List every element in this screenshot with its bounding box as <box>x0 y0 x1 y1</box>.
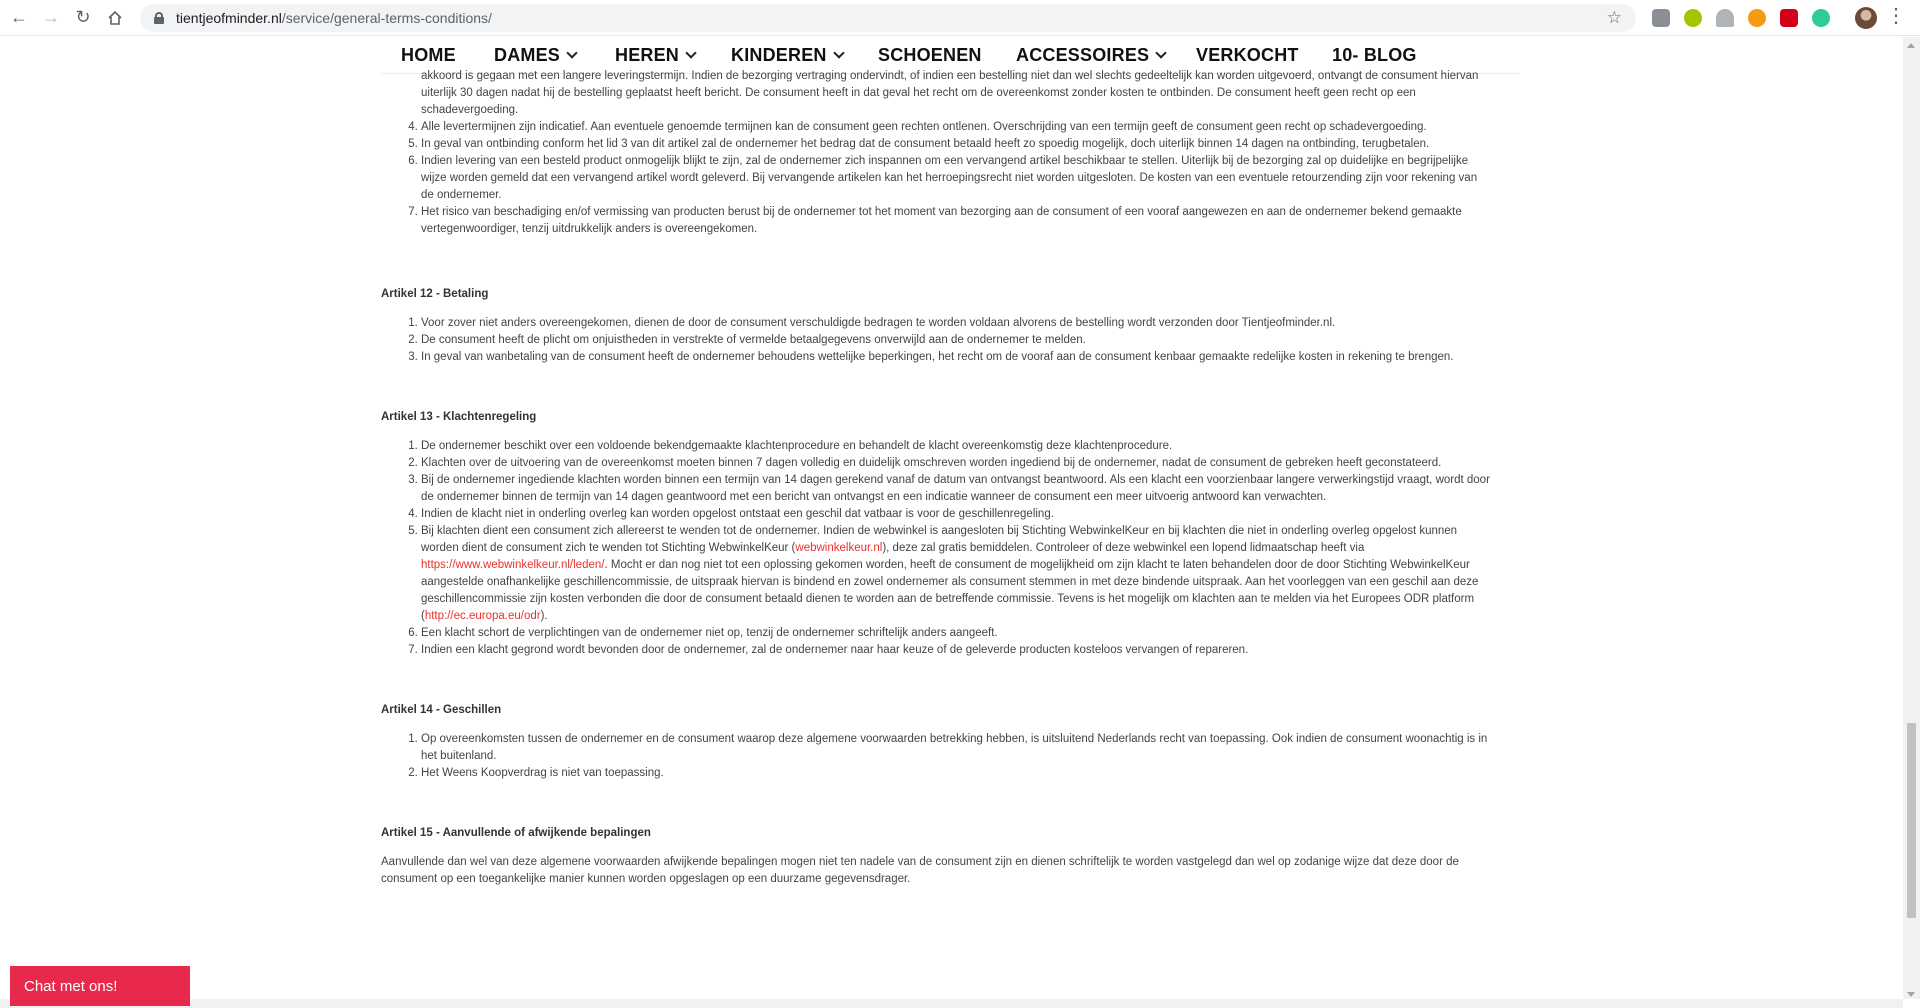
article-15-title: Artikel 15 - Aanvullende of afwijkende bepalingen <box>381 827 651 839</box>
chevron-down-icon <box>1156 47 1167 58</box>
list-item: 2. Het Weens Koopverdrag is niet van toepassing. <box>421 765 1493 782</box>
scroll-up-icon[interactable] <box>1907 43 1915 48</box>
list-item: 1. De ondernemer beschikt over een voldoende bekendgemaakte klachtenprocedure en behandelt de klacht overeenkomstig deze klachtenprocedure. <box>421 438 1493 455</box>
list-item: 2. De consument heeft de plicht om onjuistheden in verstrekte of vermelde betaalgegevens onverwijld aan de ondernemer te melden. <box>421 332 1493 349</box>
list-item: 1. Op overeenkomsten tussen de ondernemer en de consument waarop deze algemene voorwaarden betrekking hebben, is uitsluitend Nederlands recht van toepassing. Ook indien de consument woonachtig is in het buitenland. <box>421 731 1493 765</box>
terms-content <box>381 68 1493 888</box>
nav-item-label: KINDEREN <box>731 44 827 65</box>
nav-item-schoenen[interactable] <box>878 45 982 66</box>
list-item-text: ). <box>540 610 548 622</box>
chat-button[interactable] <box>10 966 190 1006</box>
article-13-title: Artikel 13 - Klachtenregeling <box>381 411 537 423</box>
url-path: /service/general-terms-conditions/ <box>281 10 492 26</box>
scrollbar-thumb[interactable] <box>1907 723 1916 918</box>
nav-item-home[interactable] <box>401 45 456 66</box>
nav-item-label: ACCESSOIRES <box>1016 44 1150 65</box>
list-item: 1. Voor zover niet anders overeengekomen, dienen de door de consument verschuldigde bedragen te worden voldaan alvorens de bestelling wordt verzonden door Tientjeofminder.nl. <box>421 315 1493 332</box>
list-item <box>421 523 1493 625</box>
list-item-text: Bij klachten dient een consument zich allereerst te wenden tot de ondernemer. Indien de webwinkel is aangesloten bij Stichting WebwinkelKeur en bij klachten die niet in onderling overleg opgelost kunnen worden dient de consument zich te wenden tot Stichting WebwinkelKeur ( <box>421 525 1458 554</box>
extension-icon[interactable] <box>1652 9 1670 27</box>
odr-platform-link[interactable]: http://ec.europa.eu/odr <box>424 610 541 622</box>
nav-item-heren[interactable] <box>615 45 695 66</box>
back-arrow-icon[interactable]: ← <box>10 7 28 27</box>
article-11-list <box>381 68 1493 119</box>
reload-icon[interactable]: ↻ <box>75 7 91 27</box>
nav-item-kinderen[interactable] <box>731 45 843 66</box>
nav-item-accessoires[interactable] <box>1016 45 1165 66</box>
article-14-list <box>381 731 1493 782</box>
bookmark-star-icon[interactable]: ☆ <box>1606 8 1622 27</box>
webwinkelkeur-link[interactable]: webwinkelkeur.nl <box>795 542 883 554</box>
chat-button-label: Chat met ons! <box>24 977 118 995</box>
list-item: 7. Indien een klacht gegrond wordt bevonden door de ondernemer, zal de ondernemer naar haar keuze of de geleverde producten kosteloos vervangen of repareren. <box>421 642 1493 659</box>
article-12-title: Artikel 12 - Betaling <box>381 288 489 300</box>
extension-icon[interactable] <box>1684 9 1702 27</box>
lock-icon <box>154 12 164 24</box>
menu-kebab-icon[interactable]: ⋮ <box>1886 5 1906 27</box>
extension-icon[interactable] <box>1748 9 1766 27</box>
chevron-down-icon <box>833 47 844 58</box>
list-item-text: . Mocht er dan nog niet tot een oplossing gekomen worden, heeft de consument de mogelijkheid om zijn klacht te laten behandelen door de door Stichting WebwinkelKeur aangestelde onafhankelijke geschillencommissie, de uitspraak hiervan is bindend en zowel ondernemer als consument stemmen in met deze bindende uitspraak. Aan het voorleggen van een geschil aan deze geschillencommissie zijn kosten verbonden die door de consument betaald dienen te worden aan de betreffende commissie. Tevens is het mogelijk om klachten aan te melden via het Europees ODR platform ( <box>421 559 1479 622</box>
list-item-text: ), deze zal gratis bemiddelen. Controleer of deze webwinkel een lopend lidmaatschap heeft via <box>882 542 1365 554</box>
list-item: 6. Een klacht schort de verplichtingen van de ondernemer niet op, tenzij de ondernemer schriftelijk anders aangeeft. <box>421 625 1493 642</box>
list-item: 3. In geval van wanbetaling van de consument heeft de ondernemer behoudens wettelijke beperkingen, het recht om de vooraf aan de consument kenbaar gemaakte redelijke kosten in rekening te brengen. <box>421 349 1493 366</box>
article-12-list <box>381 315 1493 366</box>
nav-item-label: VERKOCHT <box>1196 44 1299 65</box>
nav-item-label: HOME <box>401 44 456 65</box>
scroll-down-icon[interactable] <box>1907 992 1915 997</box>
avatar[interactable] <box>1855 7 1877 29</box>
article-11-list <box>381 119 1493 238</box>
browser-toolbar <box>0 0 1920 36</box>
nav-item-label: HEREN <box>615 44 680 65</box>
article-15-text: Aanvullende dan wel van deze algemene voorwaarden afwijkende bepalingen mogen niet ten nadele van de consument zijn en dienen schriftelijk te worden vastgelegd dan wel op zodanige wijze dat deze door de consument op een toegankelijke manier kunnen worden opgeslagen op een duurzame gegevensdrager. <box>381 856 1459 885</box>
forward-arrow-icon[interactable]: → <box>42 7 60 27</box>
list-item: 2. Klachten over de uitvoering van de overeenkomst moeten binnen 7 dagen volledig en duidelijk omschreven worden ingediend bij de ondernemer, nadat de consument de gebreken heeft geconstateerd. <box>421 455 1493 472</box>
nav-item-label: SCHOENEN <box>878 44 982 65</box>
list-item: 6. Indien levering van een besteld product onmogelijk blijkt te zijn, zal de ondernemer zich inspannen om een vervangend artikel beschikbaar te stellen. Uiterlijk bij de bezorging zal op duidelijke en begrijpelijke wijze worden gemeld dat een vervangend artikel wordt geleverd. Bij vervangende artikelen kan het herroepingsrecht niet worden uitgesloten. De kosten van een eventuele retourzending zijn voor rekening van de ondernemer. <box>421 153 1493 204</box>
chevron-down-icon <box>566 47 577 58</box>
nav-item-dames[interactable] <box>494 45 576 66</box>
extension-icon[interactable] <box>1812 9 1830 27</box>
address-bar[interactable] <box>140 4 1636 32</box>
horizontal-scrollbar[interactable] <box>0 999 1903 1008</box>
nav-item-label: DAMES <box>494 44 561 65</box>
webwinkelkeur-leden-link[interactable]: https://www.webwinkelkeur.nl/leden/ <box>421 559 605 571</box>
list-item: akkoord is gegaan met een langere leveringstermijn. Indien de bezorging vertraging ondervindt, of indien een bestelling niet dan wel slechts gedeeltelijk kan worden uitgevoerd, ontvangt de consument hiervan uiterlijk 30 dagen nadat hij de bestelling geplaatst heeft bericht. De consument heeft in dat geval het recht om de overeenkomst zonder kosten te ontbinden. De consument heeft geen recht op een schadevergoeding. <box>421 70 1479 116</box>
list-item: 3. Bij de ondernemer ingediende klachten worden binnen een termijn van 14 dagen gerekend vanaf de datum van ontvangst beantwoord. Als een klacht een voorzienbaar langere verwerkingstijd vraagt, wordt door de ondernemer binnen de termijn van 14 dagen geantwoord met een bericht van ontvangst en een indicatie wanneer de consument een meer uitvoerig antwoord kan verwachten. <box>421 472 1493 506</box>
list-item: 7. Het risico van beschadiging en/of vermissing van producten berust bij de ondernemer tot het moment van bezorging aan de consument of een vooraf aangewezen en aan de ondernemer bekend gemaakte vertegenwoordiger, tenzij uitdrukkelijk anders is overeengekomen. <box>421 204 1493 238</box>
vertical-scrollbar[interactable] <box>1903 37 1920 999</box>
home-icon[interactable] <box>102 5 128 31</box>
chevron-down-icon <box>685 47 696 58</box>
nav-item-blog[interactable] <box>1332 45 1417 66</box>
url-host: tientjeofminder.nl <box>176 10 282 26</box>
list-item: 4. Indien de klacht niet in onderling overleg kan worden opgelost ontstaat een geschil dat vatbaar is voor de geschillenregeling. <box>421 506 1493 523</box>
article-14-title: Artikel 14 - Geschillen <box>381 704 502 716</box>
extension-icon[interactable] <box>1780 9 1798 27</box>
nav-item-verkocht[interactable] <box>1196 45 1299 66</box>
extension-icon[interactable] <box>1716 9 1734 27</box>
list-item: 5. In geval van ontbinding conform het lid 3 van dit artikel zal de ondernemer het bedrag dat de consument betaald heeft zo spoedig mogelijk, doch uiterlijk binnen 14 dagen na ontbinding, terugbetalen. <box>421 136 1493 153</box>
list-item: 4. Alle levertermijnen zijn indicatief. Aan eventuele genoemde termijnen kan de consument geen rechten ontlenen. Overschrijding van een termijn geeft de consument geen recht op schadevergoeding. <box>421 119 1493 136</box>
article-13-list <box>381 438 1493 659</box>
nav-item-label: 10- BLOG <box>1332 44 1417 65</box>
